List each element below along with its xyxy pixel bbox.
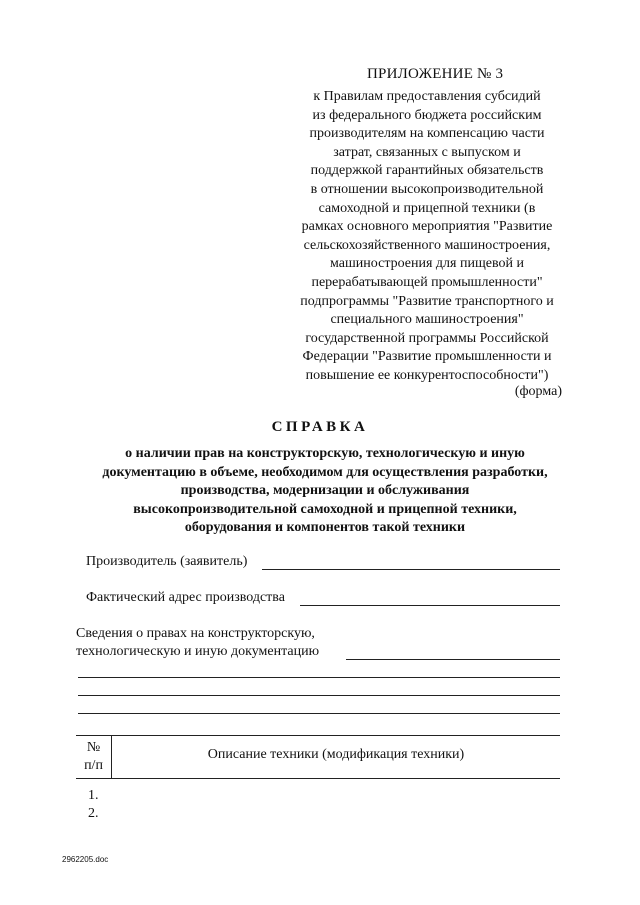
appendix-line: рамках основного мероприятия "Развитие <box>301 219 553 235</box>
appendix-line: перерабатывающей промышленности" <box>311 274 543 290</box>
file-name-footer: 2962205.doc <box>62 855 109 864</box>
rights-label-line1: Сведения о правах на конструкторскую, <box>76 626 315 641</box>
rights-input-line[interactable] <box>78 695 560 696</box>
appendix-line: машиностроения для пищевой и <box>330 256 524 272</box>
number-column-header <box>76 739 111 775</box>
appendix-line: специального машиностроения" <box>330 312 524 328</box>
subtitle-line: высокопроизводительной самоходной и прицепной техники, <box>133 501 517 517</box>
number-header-line1: № <box>86 740 101 755</box>
appendix-line: самоходной и прицепной техники (в <box>318 200 536 216</box>
rights-input-line[interactable] <box>78 677 560 678</box>
form-note: (форма) <box>514 384 562 399</box>
appendix-line: Федерации "Развитие промышленности и <box>302 349 552 365</box>
subtitle-line: производства, модернизации и обслуживания <box>180 483 470 499</box>
document-title: СПРАВКА <box>271 419 369 435</box>
description-column-header: Описание техники (модификация техники) <box>207 747 465 762</box>
address-label: Фактический адрес производства <box>86 590 285 605</box>
appendix-line: из федерального бюджета российским <box>312 107 542 123</box>
appendix-line: к Правилам предоставления субсидий <box>313 89 541 104</box>
appendix-line: подпрограммы "Развитие транспортного и <box>300 293 554 309</box>
rights-input-line[interactable] <box>78 713 560 714</box>
subtitle-line: оборудования и компонентов такой техники <box>184 520 466 536</box>
table-row-number: 2. <box>88 806 99 821</box>
subtitle-line: документацию в объеме, необходимом для осуществления разработки, <box>102 464 548 480</box>
appendix-line: производителям на компенсацию части <box>309 126 545 142</box>
manufacturer-input-line[interactable] <box>262 569 560 570</box>
subtitle-line: о наличии прав на конструкторскую, технологическую и иную <box>125 446 525 461</box>
address-input-line[interactable] <box>300 605 560 606</box>
manufacturer-label: Производитель (заявитель) <box>86 554 248 569</box>
rights-input-line[interactable] <box>346 659 560 660</box>
technique-table-header <box>76 735 560 779</box>
table-row-number: 1. <box>88 788 99 803</box>
rights-label-line2: технологическую и иную документацию <box>76 644 320 659</box>
appendix-title: ПРИЛОЖЕНИЕ № 3 <box>367 66 504 82</box>
appendix-line: государственной программы Российской <box>305 330 549 346</box>
appendix-line: поддержкой гарантийных обязательств <box>310 163 544 179</box>
appendix-line: в отношении высокопроизводительной <box>310 181 544 197</box>
number-header-line2: п/п <box>84 758 103 773</box>
appendix-line: сельскохозяйственного машиностроения, <box>303 237 551 253</box>
appendix-line: затрат, связанных с выпуском и <box>333 144 521 160</box>
appendix-line: повышение ее конкурентоспособности") <box>305 367 549 383</box>
appendix-text <box>282 88 572 386</box>
document-subtitle <box>60 445 590 538</box>
